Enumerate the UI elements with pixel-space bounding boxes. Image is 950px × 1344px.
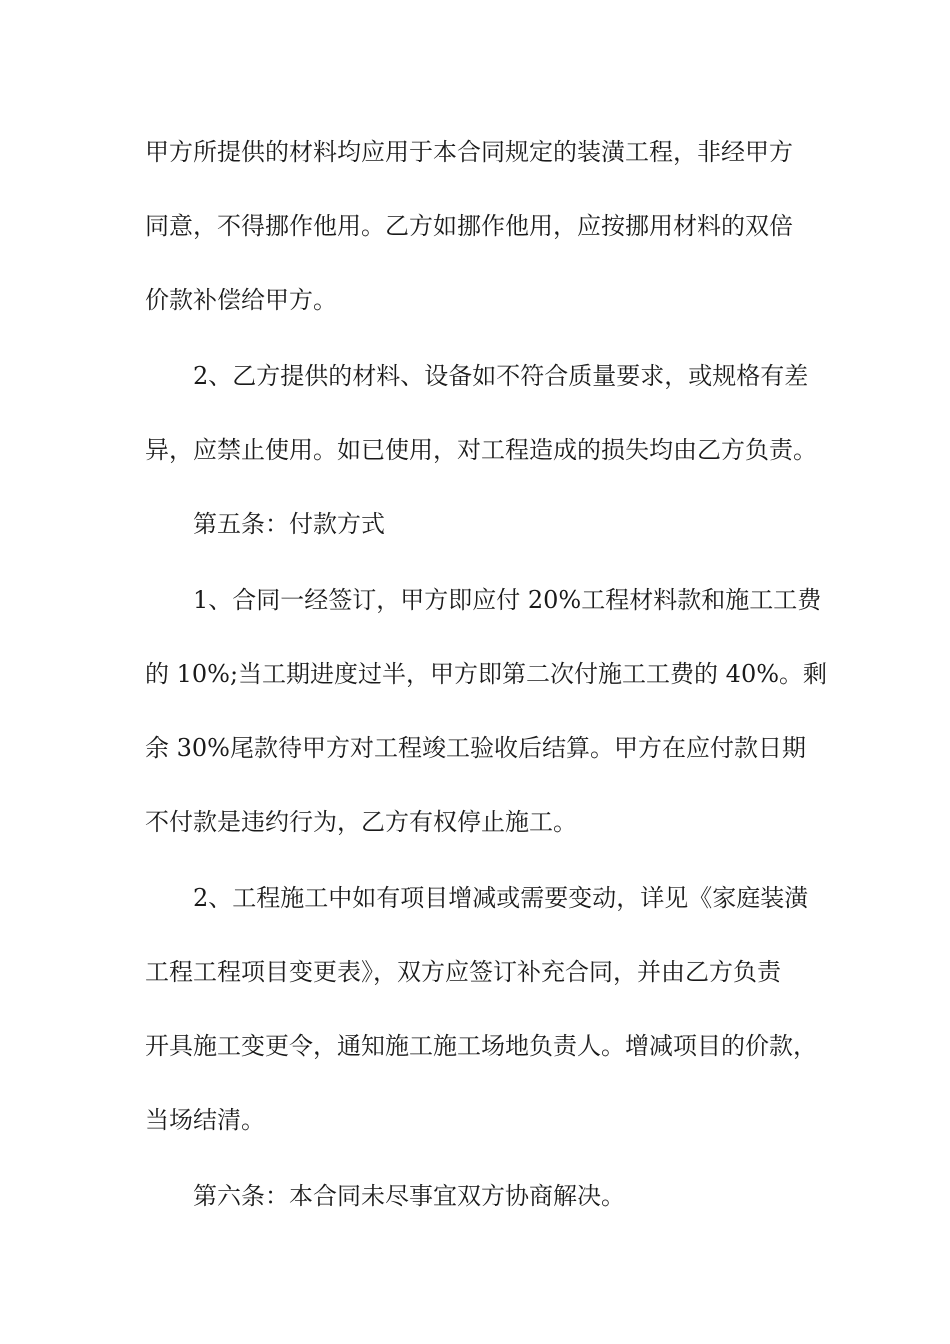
text-line-3: 价款补偿给甲方。: [145, 286, 337, 314]
text-line-14: 当场结清。: [145, 1106, 265, 1134]
text-line-4: 2、乙方提供的材料、设备如不符合质量要求，或规格有差: [193, 362, 809, 390]
text-line-13: 开具施工变更令，通知施工施工场地负责人。增减项目的价款，: [145, 1032, 817, 1060]
text-line-10: 不付款是违约行为，乙方有权停止施工。: [145, 808, 577, 836]
section-heading-article-6: 第六条：本合同未尽事宜双方协商解决。: [193, 1182, 625, 1210]
text-line-8: 的 10%;当工期进度过半，甲方即第二次付施工工费的 40%。剩: [145, 660, 828, 688]
text-line-1: 甲方所提供的材料均应用于本合同规定的装潢工程，非经甲方: [145, 138, 793, 166]
text-line-9: 余 30%尾款待甲方对工程竣工验收后结算。甲方在应付款日期: [145, 734, 806, 762]
text-line-11: 2、工程施工中如有项目增减或需要变动，详见《家庭装潢: [193, 884, 809, 912]
section-heading-article-5: 第五条：付款方式: [193, 510, 385, 538]
text-line-2: 同意，不得挪作他用。乙方如挪作他用，应按挪用材料的双倍: [145, 212, 793, 240]
text-line-12: 工程工程项目变更表》，双方应签订补充合同，并由乙方负责: [145, 958, 781, 986]
text-line-7: 1、合同一经签订，甲方即应付 20%工程材料款和施工工费: [193, 586, 822, 614]
text-line-5: 异，应禁止使用。如已使用，对工程造成的损失均由乙方负责。: [145, 436, 817, 464]
